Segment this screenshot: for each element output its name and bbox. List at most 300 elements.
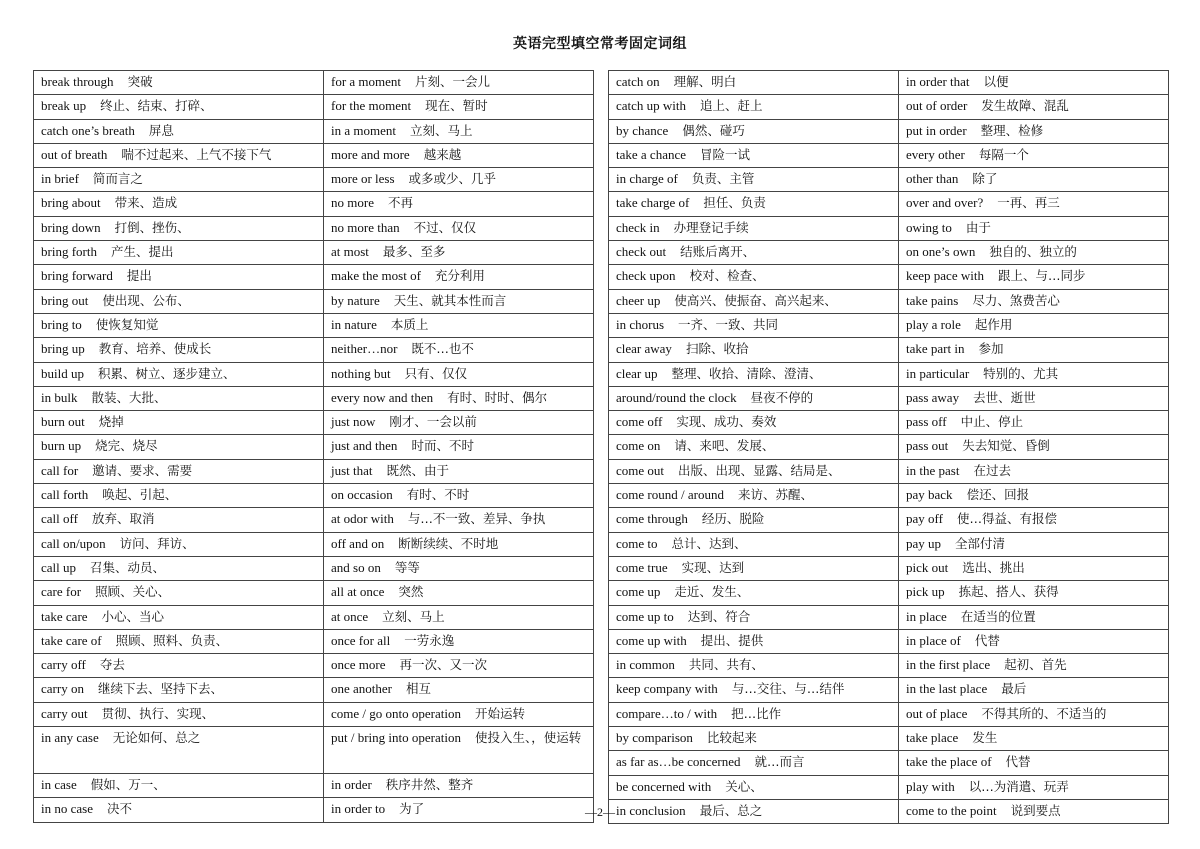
phrase-term: on occasion [331,487,393,503]
phrase-meaning: 简而言之 [92,171,143,187]
table-row [609,556,1169,580]
phrase-meaning: 使…得益、有报偿 [956,511,1057,527]
phrase-term: in order that [906,74,970,89]
phrase-cell [34,241,324,265]
phrase-term: call on/upon [41,535,106,551]
phrase-meaning: 使高兴、使振奋、高兴起来、 [674,292,837,308]
phrase-meaning: 越来越 [423,146,462,162]
table-row [609,143,1169,167]
phrase-cell [34,265,324,289]
phrase-term: no more than [331,219,400,235]
phrase-cell [609,775,899,799]
phrase-cell [324,459,594,483]
phrase-meaning: 有时、不时 [406,487,470,503]
phrase-meaning: 既不…也不 [411,341,474,357]
phrase-meaning: 照顾、关心、 [95,584,171,600]
phrase-cell [899,313,1169,337]
phrase-cell [899,386,1169,410]
phrase-term: in bulk [41,389,78,405]
phrase-cell [324,143,594,167]
phrase-cell [324,119,594,143]
phrase-cell [609,435,899,459]
phrase-cell [324,654,594,678]
phrase-term: call forth [41,487,89,503]
phrase-meaning: 就…而言 [754,754,805,770]
phrase-term: one another [331,681,393,697]
phrase-meaning: 选出、挑出 [962,559,1025,575]
phrase-meaning: 出版、出现、显露、结局是、 [678,462,841,478]
phrase-cell [899,605,1169,629]
phrase-term: take care of [41,632,102,648]
phrase-meaning: 现在、暂时 [425,98,488,114]
phrase-cell [899,751,1169,775]
table-row [609,484,1169,508]
phrase-term: neither…nor [331,341,398,357]
phrase-cell [324,338,594,362]
phrase-term: by comparison [616,730,693,746]
phrase-cell [609,386,899,410]
phrase-term: bring forward [41,268,113,284]
phrase-meaning: 等等 [394,559,420,575]
phrase-cell [324,435,594,459]
phrase-term: compare…to / with [616,705,718,721]
phrase-cell [34,727,324,774]
phrase-term: come out [616,462,665,478]
phrase-cell [609,265,899,289]
phrase-cell [324,71,594,95]
phrase-cell [34,119,324,143]
table-row [34,216,594,240]
phrase-term: burn out [41,414,85,430]
phrase-term: clear away [616,341,672,357]
phrase-cell [899,362,1169,386]
phrase-cell [324,727,594,774]
phrase-term: keep pace with [906,268,984,284]
table-row [34,386,594,410]
phrase-cell [609,751,899,775]
phrase-term: in charge of [616,171,678,187]
phrase-term: call for [41,462,79,478]
phrase-meaning: 访问、拜访、 [119,535,195,551]
phrase-cell [34,313,324,337]
phrase-meaning: 每隔一个 [978,146,1029,162]
phrase-term: cheer up [616,292,661,308]
phrase-cell [324,629,594,653]
table-row [34,411,594,435]
phrase-cell [324,581,594,605]
phrase-meaning: 相互 [406,681,432,697]
table-row [609,532,1169,556]
table-row [609,95,1169,119]
phrase-cell [899,216,1169,240]
phrase-cell [324,508,594,532]
phrase-term: pass off [906,414,947,430]
page-title: 英语完型填空常考固定词组 [513,36,687,52]
phrase-meaning: 整理、收拾、清除、澄清、 [671,365,822,381]
phrase-cell [34,411,324,435]
phrase-term: bring about [41,195,101,211]
phrase-cell [899,143,1169,167]
phrase-meaning: 由于 [965,219,991,235]
phrase-meaning: 偿还、回报 [966,487,1030,503]
table-row [609,629,1169,653]
phrase-meaning: 既然、由于 [386,462,450,478]
phrase-meaning: 发生故障、混乱 [981,98,1069,114]
phrase-meaning: 一劳永逸 [404,632,455,648]
phrase-meaning: 昼夜不停的 [750,389,814,405]
phrase-term: once for all [331,632,391,648]
phrase-cell [34,532,324,556]
table-row [34,119,594,143]
table-row [609,727,1169,751]
phrase-term: come up with [616,632,687,648]
phrase-term: call off [41,511,78,527]
phrase-meaning: 以便 [983,74,1009,89]
phrase-meaning: 终止、结束、打碎、 [100,98,213,114]
phrase-cell [899,338,1169,362]
phrase-meaning: 散装、大批、 [91,389,167,405]
phrase-meaning: 不得其所的、不适当的 [981,705,1107,721]
phrase-meaning: 总计、达到、 [671,535,747,551]
phrase-cell [609,95,899,119]
phrase-term: in common [616,657,675,673]
phrase-meaning: 产生、提出 [110,244,174,260]
phrase-term: in any case [41,730,99,746]
phrase-cell [34,386,324,410]
phrase-meaning: 积累、树立、逐步建立、 [97,365,236,381]
phrase-cell [324,386,594,410]
phrase-term: in case [41,777,77,793]
phrase-cell [899,702,1169,726]
table-row [609,605,1169,629]
phrase-cell [34,484,324,508]
phrase-term: out of order [906,98,968,114]
table-row [609,775,1169,799]
phrase-meaning: 一再、再三 [997,195,1060,211]
phrase-cell [324,362,594,386]
phrase-meaning: 带来、造成 [114,195,178,211]
phrase-cell [899,654,1169,678]
table-row [609,313,1169,337]
table-row [34,727,594,774]
phrase-term: check in [616,219,660,235]
phrase-cell [324,289,594,313]
phrase-term: in nature [331,316,377,332]
phrase-term: in no case [41,801,93,817]
phrase-term: catch up with [616,98,687,114]
phrase-term: in conclusion [616,802,686,818]
table-row [34,192,594,216]
phrase-term: in chorus [616,316,665,332]
phrase-term: off and on [331,535,385,551]
phrase-cell [34,654,324,678]
phrase-term: pay off [906,511,943,527]
phrase-meaning: 走近、发生、 [674,584,750,600]
phrase-meaning: 全部付清 [955,535,1006,551]
table-row [34,265,594,289]
phrase-meaning: 把…比作 [731,705,782,721]
phrase-term: come to the point [906,802,997,818]
phrase-term: over and over? [906,195,984,211]
phrase-cell [899,71,1169,95]
phrase-term: every other [906,146,965,162]
phrase-term: come up to [616,608,674,624]
phrase-table-left [33,70,594,823]
phrase-term: other than [906,171,959,187]
phrase-meaning: 请、来吧、发展、 [674,438,775,454]
phrase-term: catch on [616,74,660,89]
phrase-term: take pains [906,292,959,308]
phrase-meaning: 夺去 [99,657,125,673]
table-row [609,119,1169,143]
phrase-cell [899,508,1169,532]
phrase-meaning: 与…不一致、差异、争执 [407,511,546,527]
phrase-term: once more [331,657,386,673]
phrase-cell [324,484,594,508]
phrase-meaning: 中止、停止 [960,414,1024,430]
phrase-term: in particular [906,365,970,381]
phrase-term: every now and then [331,389,434,405]
phrase-meaning: 达到、符合 [687,608,751,624]
phrase-meaning: 充分利用 [434,268,485,284]
phrase-term: check upon [616,268,676,284]
phrase-meaning: 提出 [126,268,152,284]
phrase-cell [899,556,1169,580]
table-row [609,386,1169,410]
phrase-cell [609,727,899,751]
phrase-term: care for [41,584,82,600]
phrase-meaning: 去世、逝世 [973,389,1036,405]
phrase-meaning: 突破 [127,74,153,89]
phrase-term: take place [906,730,959,746]
table-row [609,654,1169,678]
phrase-term: for the moment [331,98,412,114]
phrase-cell [899,119,1169,143]
phrase-cell [609,629,899,653]
phrase-meaning: 天生、就其本性而言 [393,292,507,308]
phrase-term: come on [616,438,661,454]
phrase-meaning: 立刻、马上 [382,608,445,624]
phrase-term: break up [41,98,87,114]
phrase-term: in place [906,608,947,624]
phrase-cell [34,338,324,362]
phrase-term: on one’s own [906,244,976,260]
phrase-table-right [608,70,1169,824]
table-row [609,71,1169,95]
phrase-term: come off [616,414,663,430]
table-row [609,168,1169,192]
phrase-meaning: 偶然、碰巧 [682,122,745,138]
table-row [609,459,1169,483]
phrase-term: out of breath [41,146,108,162]
phrase-term: all at once [331,584,385,600]
phrase-term: in brief [41,171,79,187]
phrase-meaning: 立刻、马上 [410,122,473,138]
table-row [34,241,594,265]
phrase-meaning: 特别的、尤其 [983,365,1059,381]
phrase-meaning: 屏息 [148,122,174,138]
table-row [34,362,594,386]
phrase-cell [609,289,899,313]
phrase-cell [609,484,899,508]
phrase-meaning: 与…交往、与…结伴 [731,681,845,697]
phrase-meaning: 喘不过起来、上气不接下气 [121,146,272,162]
phrase-cell [324,313,594,337]
table-row [609,338,1169,362]
table-row [34,508,594,532]
phrase-meaning: 校对、检查、 [689,268,765,284]
table-row [609,678,1169,702]
table-row [34,774,594,798]
phrase-cell [324,532,594,556]
phrase-meaning: 冒险一试 [700,146,751,162]
table-row [609,435,1169,459]
table-row [34,581,594,605]
table-row [34,484,594,508]
phrase-cell [324,168,594,192]
phrase-term: bring out [41,292,89,308]
phrase-cell [899,678,1169,702]
phrase-meaning: 跟上、与…同步 [997,268,1086,284]
phrase-meaning: 教育、培养、使成长 [98,341,212,357]
phrase-meaning: 实现、达到 [681,559,745,575]
phrase-term: in the first place [906,657,991,673]
phrase-meaning: 放弃、取消 [91,511,155,527]
phrase-term: carry on [41,681,84,697]
phrase-meaning: 照顾、照料、负责、 [115,632,229,648]
phrase-term: pick out [906,559,949,575]
table-row [609,289,1169,313]
phrase-cell [324,192,594,216]
phrase-term: make the most of [331,268,421,284]
phrase-cell [609,168,899,192]
phrase-meaning: 担任、负责 [703,195,766,211]
phrase-cell [899,629,1169,653]
phrase-cell [609,532,899,556]
phrase-meaning: 独自的、独立的 [989,244,1077,260]
phrase-meaning: 使恢复知觉 [95,316,159,332]
table-row [34,71,594,95]
phrase-cell [34,678,324,702]
phrase-term: be concerned with [616,778,712,794]
phrase-cell [34,71,324,95]
phrase-meaning: 为了 [399,801,425,817]
phrase-term: at odor with [331,511,394,527]
phrase-cell [609,143,899,167]
phrase-term: around/round the clock [616,389,737,405]
phrase-meaning: 起作用 [974,316,1013,332]
phrase-cell [34,143,324,167]
table-row [34,168,594,192]
table-row [609,265,1169,289]
phrase-meaning: 使投入生、，使运转 [474,730,582,746]
phrase-cell [609,241,899,265]
phrase-meaning: 本质上 [390,316,429,332]
phrase-term: by chance [616,122,669,138]
phrase-term: bring forth [41,244,97,260]
phrase-cell [34,605,324,629]
table-row [34,435,594,459]
phrase-term: as far as…be concerned [616,754,741,770]
phrase-cell [899,192,1169,216]
phrase-term: bring up [41,341,85,357]
phrase-term: owing to [906,219,952,235]
phrase-meaning: 无论如何、总之 [112,730,201,746]
phrase-cell [34,629,324,653]
phrase-cell [324,702,594,726]
phrase-term: in the past [906,462,960,478]
phrase-meaning: 烧掉 [98,414,124,430]
table-row [609,192,1169,216]
phrase-cell [34,702,324,726]
phrase-cell [34,774,324,798]
phrase-meaning: 扫除、收拾 [685,341,749,357]
phrase-cell [34,95,324,119]
phrase-cell [34,192,324,216]
phrase-meaning: 结账后离开、 [680,244,756,260]
phrase-cell [899,411,1169,435]
phrase-term: take part in [906,341,965,357]
phrase-term: play with [906,778,955,794]
phrase-meaning: 整理、检修 [980,122,1044,138]
table-row [34,289,594,313]
table-row [609,508,1169,532]
phrase-meaning: 起初、首先 [1004,657,1067,673]
phrase-term: in a moment [331,122,396,138]
phrase-term: keep company with [616,681,718,697]
phrase-meaning: 共同、共有、 [688,657,764,673]
phrase-term: more or less [331,171,395,187]
phrase-term: come true [616,559,668,575]
phrase-cell [609,192,899,216]
phrase-term: at most [331,244,369,260]
table-row [609,702,1169,726]
phrase-cell [609,678,899,702]
phrase-meaning: 邀请、要求、需要 [92,462,193,478]
phrase-term: and so on [331,559,381,575]
phrase-meaning: 有时、时时、偶尔 [447,389,548,405]
phrase-cell [34,168,324,192]
phrase-cell [34,508,324,532]
phrase-cell [34,216,324,240]
phrase-term: bring to [41,316,82,332]
phrase-meaning: 继续下去、坚持下去、 [97,681,223,697]
phrase-meaning: 小心、当心 [101,608,165,624]
table-row [609,362,1169,386]
phrase-meaning: 假如、万一、 [90,777,166,793]
phrase-meaning: 提出、提供 [700,632,764,648]
phrase-term: no more [331,195,374,211]
table-row [34,532,594,556]
phrase-term: pass away [906,389,960,405]
phrase-meaning: 尽力、煞费苦心 [972,292,1060,308]
phrase-term: catch one’s breath [41,122,135,138]
phrase-meaning: 最后 [1001,681,1027,697]
phrase-cell [324,411,594,435]
phrase-term: by nature [331,292,380,308]
phrase-cell [609,119,899,143]
phrase-meaning: 理解、明白 [673,74,737,89]
phrase-term: nothing but [331,365,391,381]
table-row [34,702,594,726]
table-row [609,241,1169,265]
phrase-term: break through [41,74,114,89]
phrase-cell [609,605,899,629]
phrase-meaning: 以…为消遣、玩弄 [968,778,1069,794]
phrase-term: in order [331,777,372,793]
phrase-meaning: 参加 [978,341,1004,357]
phrase-meaning: 召集、动员、 [90,559,166,575]
